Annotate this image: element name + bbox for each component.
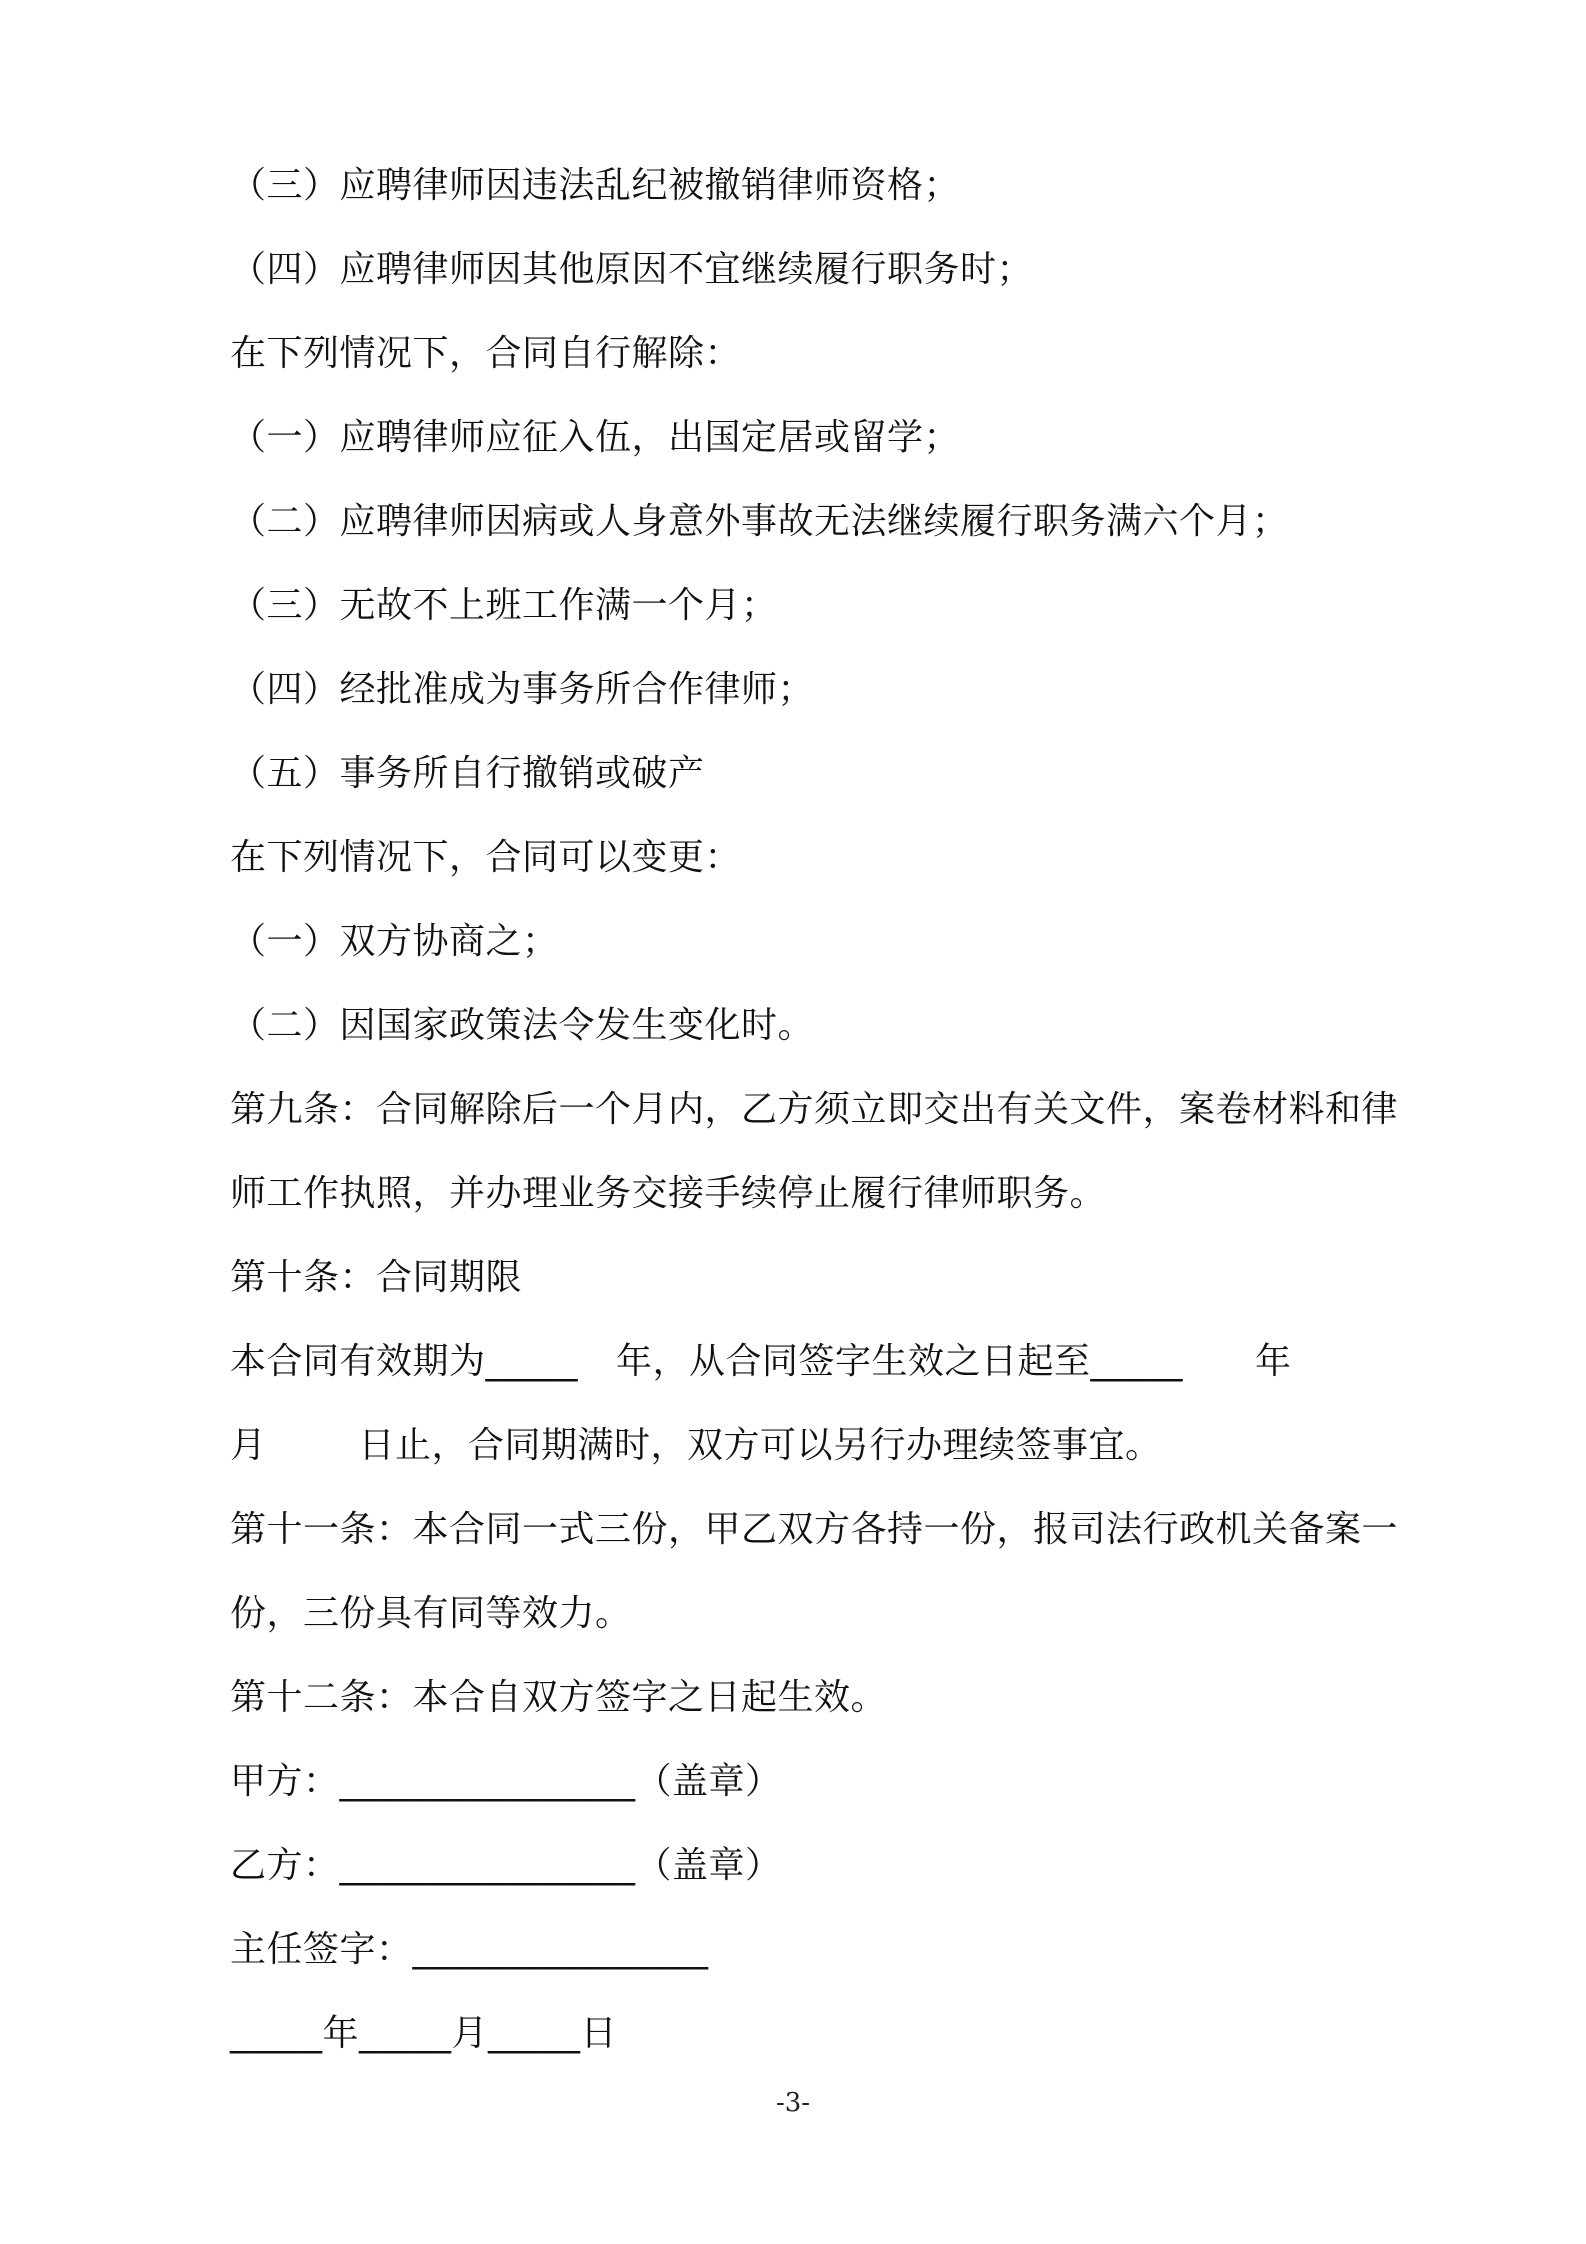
- clause-item-1-enlist: （一）应聘律师应征入伍，出国定居或留学；: [230, 417, 961, 458]
- clause-item-5-dissolve: （五）事务所自行撤销或破产: [230, 753, 705, 794]
- term-line: [230, 1338, 1292, 1386]
- clause-item-2-illness: （二）应聘律师因病或人身意外事故无法继续履行职务满六个月；: [230, 501, 1289, 542]
- clause-item-2-policy: （二）因国家政策法令发生变化时。: [230, 1005, 815, 1046]
- party-a-signature: 甲方：________________（盖章）: [230, 1761, 782, 1802]
- section-auto-termination: 在下列情况下，合同自行解除：: [230, 333, 742, 374]
- term-line-part-3: 年: [1255, 1341, 1292, 1382]
- article-11-line-1: 第十一条：本合同一式三份，甲乙双方各持一份，报司法行政机关备案一: [230, 1509, 1399, 1550]
- article-9-line-2: 师工作执照，并办理业务交接手续停止履行律师职务。: [230, 1173, 1107, 1214]
- director-signature: 主任签字：________________: [230, 1929, 709, 1970]
- clause-item-4-partner: （四）经批准成为事务所合作律师；: [230, 669, 815, 710]
- article-11-line-2: 份，三份具有同等效力。: [230, 1593, 632, 1634]
- clause-item-3-absence: （三）无故不上班工作满一个月；: [230, 585, 778, 626]
- page-number: -3-: [775, 2088, 811, 2118]
- section-modification: 在下列情况下，合同可以变更：: [230, 837, 742, 878]
- clause-item-1-negotiate: （一）双方协商之；: [230, 921, 559, 962]
- signing-date: _____年_____月_____日: [230, 2013, 618, 2054]
- article-10-heading: 第十条：合同期限: [230, 1257, 523, 1298]
- article-12: 第十二条：本合自双方签字之日起生效。: [230, 1677, 888, 1718]
- term-line-part-2: 年，从合同签字生效之日起至_____: [616, 1341, 1184, 1382]
- term-line-2-part-2: 日止，合同期满时，双方可以另行办理续签事宜。: [358, 1425, 1162, 1466]
- party-b-signature: 乙方：________________（盖章）: [230, 1845, 782, 1886]
- clause-item-4-unfit: （四）应聘律师因其他原因不宜继续履行职务时；: [230, 249, 1034, 290]
- clause-item-3-revoked: （三）应聘律师因违法乱纪被撤销律师资格；: [230, 165, 961, 206]
- article-9-line-1: 第九条：合同解除后一个月内，乙方须立即交出有关文件，案卷材料和律: [230, 1089, 1399, 1130]
- term-line-2-part-1: 月: [230, 1425, 267, 1466]
- term-line-2: [230, 1422, 1162, 1470]
- term-line-part-1: 本合同有效期为_____: [230, 1341, 579, 1382]
